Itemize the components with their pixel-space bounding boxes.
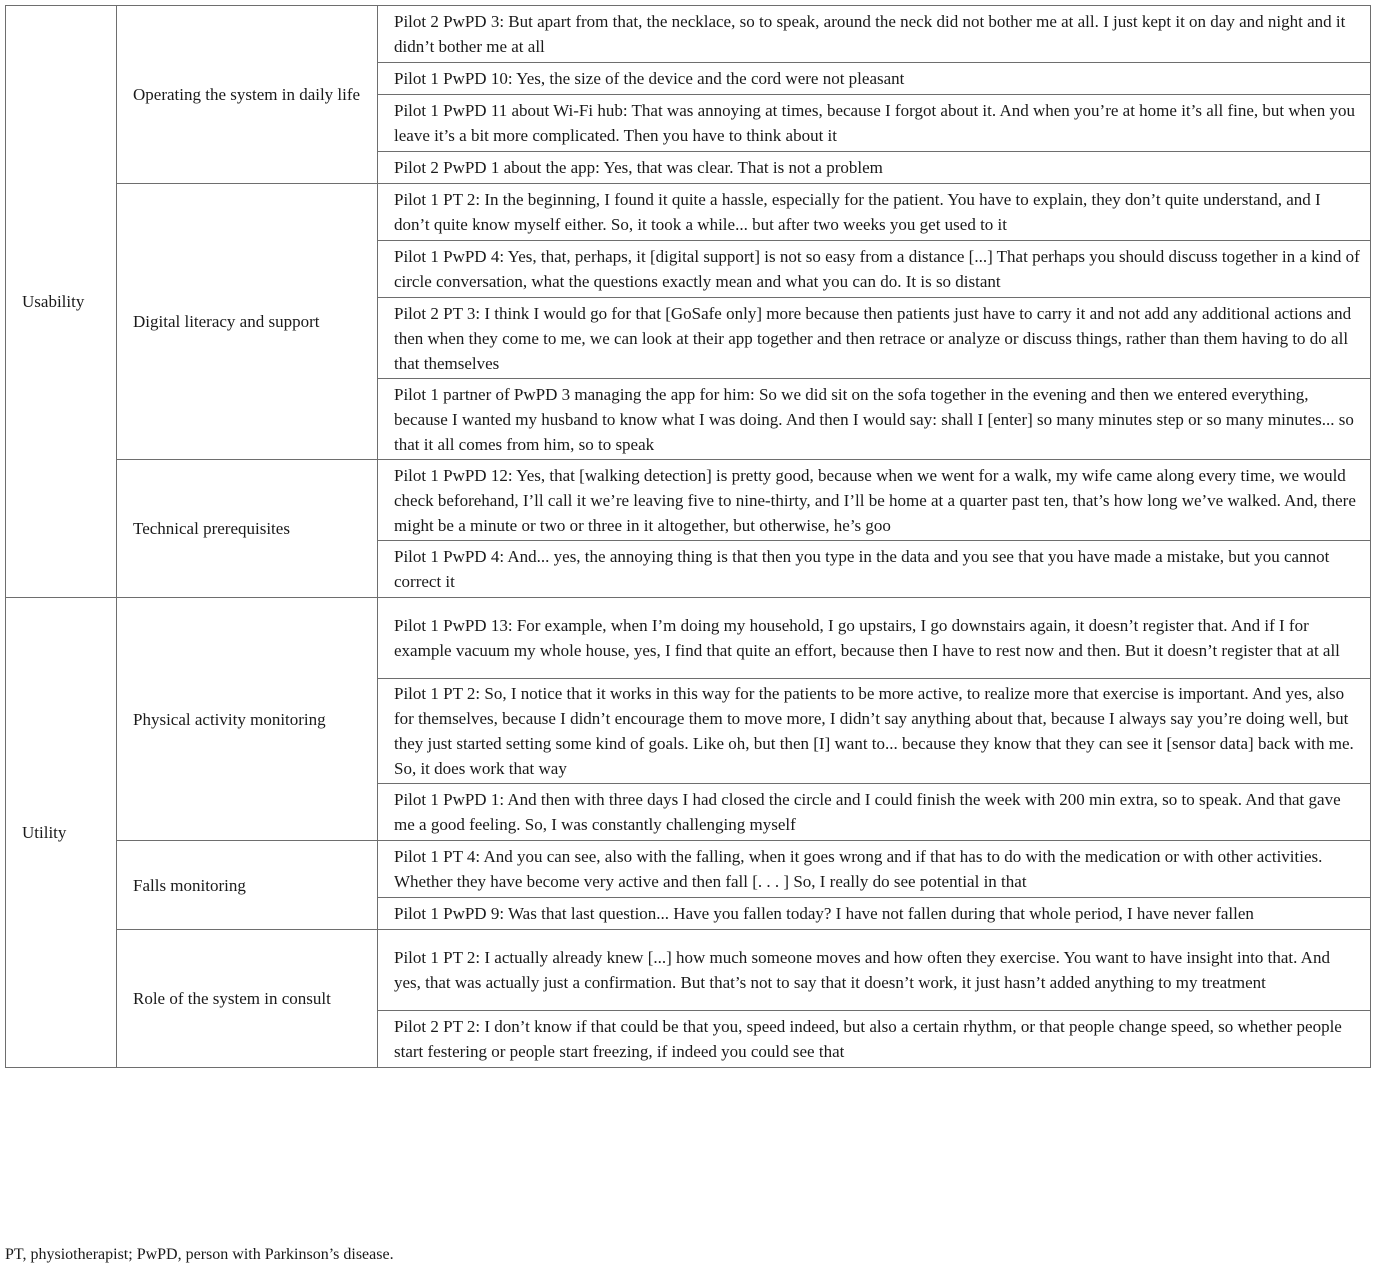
table-row (6, 6, 1371, 63)
subtheme-cell: Physical activity monitoring (117, 598, 378, 841)
quote-cell: Pilot 2 PwPD 1 about the app: Yes, that was clear. That is not a problem (378, 152, 1371, 184)
table-row (6, 184, 1371, 241)
quote-cell: Pilot 1 PT 2: So, I notice that it works in this way for the patients to be more active, to realize more that exercise is important. And yes, also for themselves, because I didn’t encourage them to move more, I didn’t say anything about that, because I always say you’re doing well, but they just started setting some kind of goals. Like oh, but then [I] want to... because they know that they can see it [sensor data] back with me. So, it does work that way (378, 679, 1371, 784)
quote-cell: Pilot 1 PwPD 12: Yes, that [walking detection] is pretty good, because when we went for a walk, my wife came along every time, we would check beforehand, I’ll call it we’re leaving five to nine-thirty, and I’ll be home at a quarter past ten, that’s how long we’ve walked. And, there might be a minute or two or three in it altogether, but otherwise, he’s goo (378, 460, 1371, 541)
theme-cell: Usability (6, 6, 117, 598)
quote-cell: Pilot 1 PwPD 1: And then with three days I had closed the circle and I could finish the week with 200 min extra, so to speak. And that gave me a good feeling. So, I was constantly challenging myself (378, 784, 1371, 841)
subtheme-cell: Role of the system in consult (117, 930, 378, 1068)
quote-cell: Pilot 1 PwPD 4: And... yes, the annoying thing is that then you type in the data and you see that you have made a mistake, but you cannot correct it (378, 541, 1371, 598)
quote-cell: Pilot 1 PT 4: And you can see, also with the falling, when it goes wrong and if that has to do with the medication or with other activities. Whether they have become very active and then fall [. . . ] So, I really do see potential in that (378, 841, 1371, 898)
table-row (6, 930, 1371, 1011)
quote-cell: Pilot 1 PwPD 11 about Wi-Fi hub: That was annoying at times, because I forgot about it. And when you’re at home it’s all fine, but when you leave it’s a bit more complicated. Then you have to think about it (378, 95, 1371, 152)
quote-cell: Pilot 1 PwPD 9: Was that last question... Have you fallen today? I have not fallen during that whole period, I have never fallen (378, 898, 1371, 930)
quote-cell: Pilot 1 PwPD 4: Yes, that, perhaps, it [digital support] is not so easy from a distance [...] That perhaps you should discuss together in a kind of circle conversation, what the questions exactly mean and what you can do. It is so distant (378, 241, 1371, 298)
table-row (6, 598, 1371, 679)
quote-cell: Pilot 1 PT 2: In the beginning, I found it quite a hassle, especially for the patient. You have to explain, they don’t quite understand, and I don’t quite know myself either. So, it took a while... but after two weeks you get used to it (378, 184, 1371, 241)
quote-cell: Pilot 1 PwPD 10: Yes, the size of the device and the cord were not pleasant (378, 63, 1371, 95)
quote-cell: Pilot 1 PT 2: I actually already knew [...] how much someone moves and how often they exercise. You want to have insight into that. And yes, that was actually just a confirmation. But that’s not to say that it doesn’t work, it just hasn’t added anything to my treatment (378, 930, 1371, 1011)
quote-cell: Pilot 2 PwPD 3: But apart from that, the necklace, so to speak, around the neck did not bother me at all. I just kept it on day and night and it didn’t bother me at all (378, 6, 1371, 63)
quote-cell: Pilot 1 PwPD 13: For example, when I’m doing my household, I go upstairs, I go downstairs again, it doesn’t register that. And if I for example vacuum my whole house, yes, I find that quite an effort, because then I have to rest now and then. But it doesn’t register that at all (378, 598, 1371, 679)
table-row (6, 460, 1371, 541)
quote-cell: Pilot 2 PT 2: I don’t know if that could be that you, speed indeed, but also a certain rhythm, or that people change speed, so whether people start festering or people start freezing, if indeed you could see that (378, 1011, 1371, 1068)
quote-cell: Pilot 1 partner of PwPD 3 managing the app for him: So we did sit on the sofa together in the evening and then we entered everything, because I wanted my husband to know what I was doing. And then I would say: shall I [enter] so many minutes step or so many minutes... so that it all comes from him, so to speak (378, 379, 1371, 460)
subtheme-cell: Falls monitoring (117, 841, 378, 930)
subtheme-cell: Digital literacy and support (117, 184, 378, 460)
table-row (6, 841, 1371, 898)
subtheme-cell: Operating the system in daily life (117, 6, 378, 184)
table-footnote: PT, physiotherapist; PwPD, person with Parkinson’s disease. (5, 1246, 394, 1263)
quote-cell: Pilot 2 PT 3: I think I would go for that [GoSafe only] more because then patients just have to carry it and not add any additional actions and then when they come to me, we can look at their app together and then retrace or analyze or discuss things, rather than them having to do all that themselves (378, 298, 1371, 379)
theme-cell: Utility (6, 598, 117, 1068)
subtheme-cell: Technical prerequisites (117, 460, 378, 598)
qualitative-quotes-table (5, 5, 1371, 1068)
